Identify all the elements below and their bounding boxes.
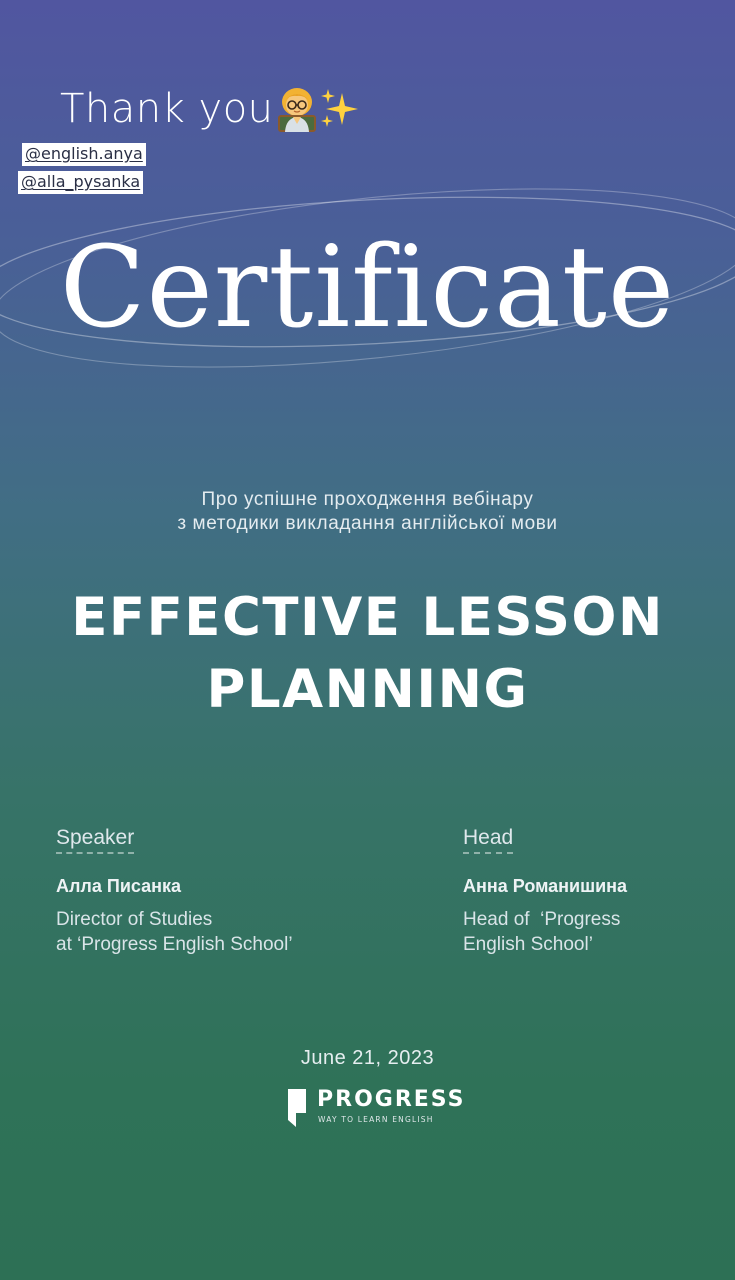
- webinar-title-line-1: EFFECTIVE LESSON: [71, 587, 664, 648]
- head-desc-line-1: Head of ‘Progress: [463, 909, 621, 930]
- caption-text: Thank you: [60, 86, 274, 132]
- head-desc-line-2: English School’: [463, 934, 593, 955]
- mention-tag-alla-pysanka[interactable]: @alla_pysanka: [18, 171, 143, 194]
- story-caption: [60, 86, 362, 132]
- logo-wordmark: PROGRESS: [317, 1087, 466, 1112]
- head-description: [463, 907, 620, 957]
- webinar-title: [0, 582, 735, 726]
- head-name: Анна Романишина: [463, 876, 628, 896]
- speaker-description: [56, 907, 293, 957]
- certificate-subtitle: [0, 488, 735, 536]
- head-role-label: Head: [463, 826, 513, 854]
- speaker-desc-line-2: at ‘Progress English School’: [56, 934, 293, 955]
- progress-logo: [288, 1087, 466, 1129]
- speaker-role-label: Speaker: [56, 826, 134, 854]
- logo-tagline: WAY TO LEARN ENGLISH: [318, 1115, 434, 1124]
- speaker-desc-line-1: Director of Studies: [56, 909, 213, 930]
- sparkles-emoji-icon: [318, 87, 362, 131]
- subtitle-line-2: з методики викладання англійської мови: [177, 513, 558, 534]
- mention-tag-english-anya[interactable]: @english.anya: [22, 143, 146, 166]
- webinar-title-line-2: PLANNING: [206, 659, 529, 720]
- certificate-date: June 21, 2023: [300, 1047, 435, 1069]
- subtitle-line-1: Про успішне проходження вебінару: [201, 489, 534, 510]
- teacher-emoji-icon: [276, 86, 318, 132]
- progress-logo-icon: [288, 1089, 306, 1127]
- certificate-title: Certificate: [59, 223, 676, 353]
- speaker-name: Алла Писанка: [56, 876, 182, 896]
